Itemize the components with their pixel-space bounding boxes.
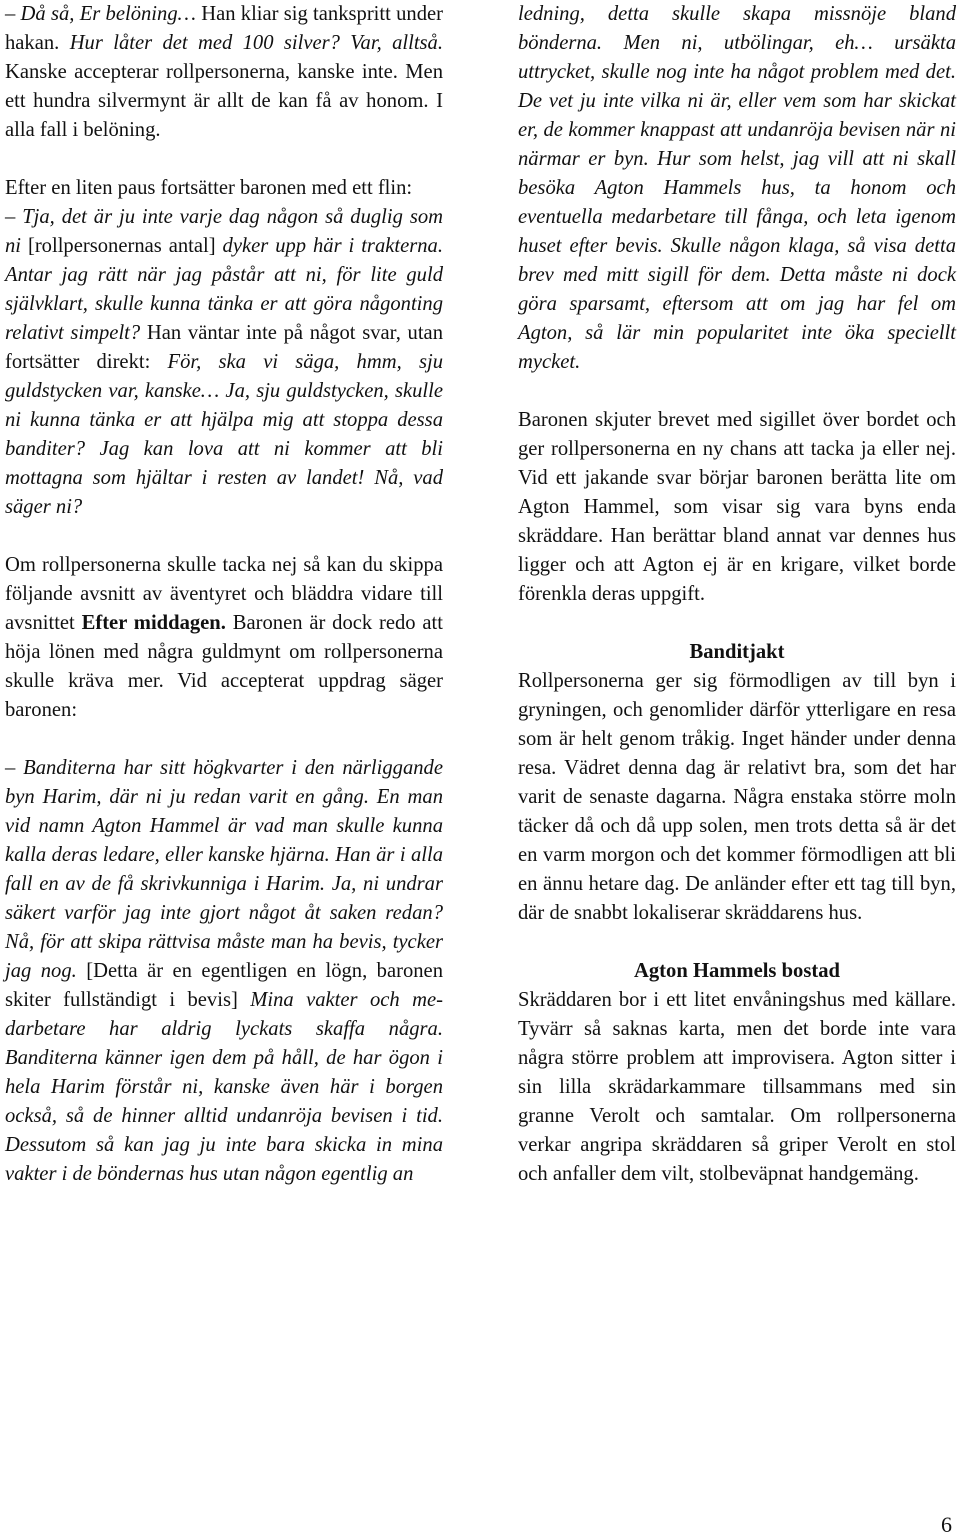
- narration-text: Efter en liten paus fortsätter baronen med ett flin:: [5, 177, 413, 199]
- dialogue-text: – Tja, det är ju inte varje dag någon så duglig som ni: [5, 206, 443, 257]
- paragraph: [518, 667, 956, 928]
- paragraph: [518, 406, 956, 609]
- narration-text: Kanske accepterar rollpersonerna, kanske inte. Men ett hundra silvermynt är allt de kan få av honom. I alla fall i belöning.: [5, 61, 443, 141]
- narration-text: [rollpersonernas antal]: [27, 235, 216, 257]
- section-reference: Efter middagen.: [81, 612, 226, 634]
- dialogue-text: Hur låter det med 100 silver? Var, alltså.: [69, 32, 444, 54]
- left-column: [5, 0, 443, 1189]
- narration-text: Baronen är dock redo att höja lönen med några guldmynt om rollpersonerna skulle kräva mer. Vid accepterat uppdrag säger baronen:: [5, 612, 443, 721]
- paragraph: [5, 0, 443, 145]
- dialogue-text: För, ska vi säga, hmm, sju guldstycken var, kanske… Ja, sju guldstycken, skulle ni kunna tänka er att hjälpa mig att stoppa dessa banditer? Jag kan lova att ni kommer att bli mottagna som hjältar i resten av landet! Nå, vad säger ni?: [5, 351, 443, 518]
- paragraph: [5, 174, 443, 203]
- narration-text: Han kliar sig tankspritt under hakan.: [5, 3, 443, 54]
- narration-text: Om rollpersonerna skulle tacka nej så kan du skippa följande avsnitt av äventyret och bläddra vidare till avsnittet: [5, 554, 443, 634]
- narration-text: Baronen skjuter brevet med sigillet över bordet och ger rollpersonerna en ny chans att tacka ja eller nej. Vid ett jakande svar börjar baronen berätta lite om Agton Hammel, som visar sig vara byns enda skräddare. Han berättar bland annat var dennes hus ligger och att Agton ej är en krigare, vilket borde förenkla deras uppgift.: [518, 409, 956, 605]
- dialogue-text: dyker upp här i trakterna. Antar jag rätt när jag påstår att ni, för lite guld självklart, skulle kunna tänka er att göra någonting relativt simpelt?: [5, 235, 443, 344]
- paragraph: [518, 986, 956, 1189]
- dialogue-text: ledning, detta skulle skapa missnöje bland bönderna. Men ni, utbölingar, eh… ursäkta uttrycket, skulle nog inte ha något problem med det. De vet ju inte vilka ni är, eller vem som har skickat er, de kommer knappast att undanröja bevisen när ni närmar er byn. Hur som helst, jag vill att ni skall besöka Agton Hammels hus, ta honom och eventuella medarbetare till fånga, och leta igenom huset efter bevis. Skulle någon klaga, så visa detta brev med mitt sigill för dem. Detta måste ni dock göra sparsamt, eftersom att om jag har fel om Agton, så lär min popularitet inte öka speciellt mycket.: [518, 3, 956, 373]
- narration-text: Skräddaren bor i ett litet envåningshus med källare. Tyvärr så saknas karta, men det borde inte vara några större problem att improvisera. Agton sitter i sin lilla skrädarkammare tillsammans med sin granne Verolt och samtalar. Om rollpersonerna verkar angripa skräddaren så griper Verolt en stol och anfaller dem vilt, stolbeväpnat handgemäng.: [518, 989, 956, 1185]
- paragraph: [5, 754, 443, 1189]
- section-heading: Agton Hammels bostad: [634, 960, 840, 982]
- page-number: 6: [941, 1512, 952, 1537]
- section-heading: Banditjakt: [689, 641, 785, 663]
- narration-text: Han väntar inte på något svar, utan fortsätter direkt:: [5, 322, 443, 373]
- narration-text: Rollpersonerna ger sig förmodligen av till byn i gryningen, och genomlider därför ytterligare en resa som är helt genom tråkig. Inget händer under denna resa. Vädret denna dag är relativt bra, som det har varit de senaste dagarna. Några enstaka större moln täcker då och då upp solen, men trots detta så är det en varm morgon och det kommer förmodligen att bli en ännu hetare dag. De anländer efter ett tag till byn, där de snabbt lokaliserar skräddarens hus.: [518, 670, 956, 924]
- dialogue-text: Mina vakter och medarbetare har aldrig lyckats skaffa några. Banditerna känner igen dem på håll, de har ögon i hela Harim förstår ni, kanske även här i borgen också, så de hinner alltid undanröja bevisen i tid. Dessutom så kan jag ju inte bara skicka in mina vakter i de böndernas hus utan någon egentlig an: [5, 989, 443, 1185]
- right-column: [518, 0, 956, 1189]
- paragraph: [518, 0, 956, 377]
- paragraph: [5, 203, 443, 522]
- narration-text: [Detta är en egentligen en lögn, baronen skiter fullständigt i bevis]: [5, 960, 443, 1011]
- paragraph: [5, 551, 443, 725]
- dialogue-text: – Då så, Er belöning…: [5, 3, 196, 25]
- dialogue-text: – Banditerna har sitt högkvarter i den närliggande byn Harim, där ni ju redan varit en gång. En man vid namn Agton Hammel är vad man skulle kunna kalla deras ledare, eller kanske hjärna. Han är i alla fall en av de få skrivkunniga i Harim. Ja, ni undrar säkert varför jag inte gjort något åt saken redan? Nå, för att skipa rättvisa måste man ha bevis, tycker jag nog.: [5, 757, 443, 982]
